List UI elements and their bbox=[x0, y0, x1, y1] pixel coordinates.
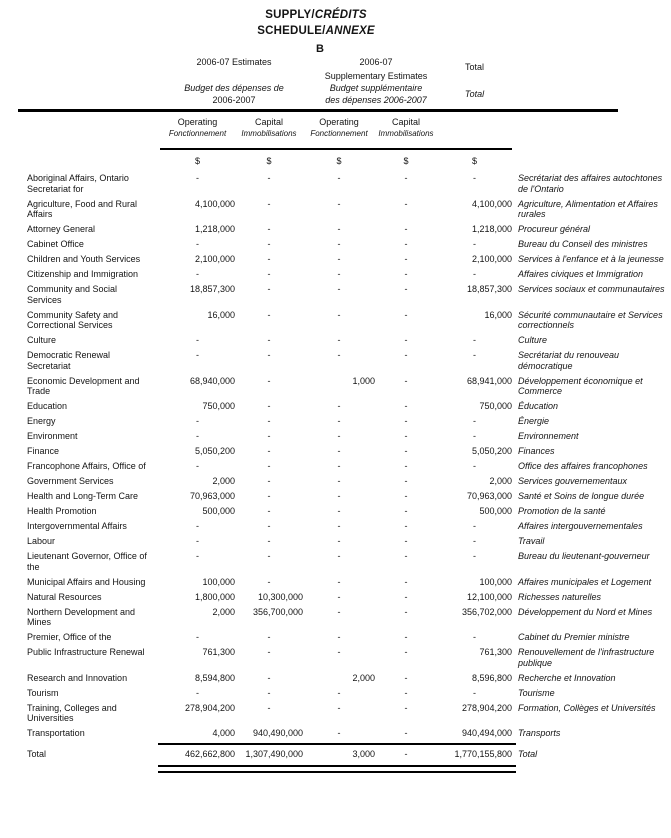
ministry-name-fr: Finances bbox=[518, 446, 555, 456]
supplementary-capital-value: - bbox=[404, 224, 408, 234]
estimates-operating-value: 100,000 bbox=[202, 576, 235, 587]
estimates-capital-value: 356,700,000 bbox=[252, 606, 303, 617]
subcolumn-label-fr: Immobilisations bbox=[378, 129, 434, 138]
supplementary-capital-value: - bbox=[404, 198, 408, 209]
supplementary-header-fr-1: Budget supplémentaire bbox=[329, 83, 423, 93]
estimates-capital-value: - bbox=[267, 506, 271, 516]
supplementary-operating-value: - bbox=[337, 476, 341, 486]
ministry-name-fr: Renouvellement de l'infrastructure publique bbox=[518, 647, 655, 668]
ministry-name-fr: Procureur général bbox=[518, 224, 591, 234]
total-value: 70,963,000 bbox=[466, 491, 512, 501]
estimates-capital-value: - bbox=[267, 632, 271, 642]
estimates-operating-value: 70,963,000 bbox=[189, 491, 235, 501]
ministry-name-en: Premier, Office of the bbox=[27, 632, 112, 642]
ministry-name-fr: Services à l'enfance et à la jeunesse bbox=[518, 254, 664, 264]
supplementary-operating-value: - bbox=[337, 647, 341, 657]
ministry-name-en: Intergovernmental Affairs bbox=[27, 521, 127, 531]
supplementary-capital-value: - bbox=[404, 521, 408, 531]
supplementary-operating-value: - bbox=[337, 198, 341, 209]
ministry-name-fr: Santé et Soins de longue durée bbox=[518, 491, 645, 501]
supplementary-capital-value: - bbox=[404, 416, 408, 426]
table-body bbox=[0, 171, 671, 741]
total-value: 16,000 bbox=[484, 309, 512, 320]
table-row bbox=[0, 534, 671, 549]
supplementary-capital-value: - bbox=[404, 728, 408, 738]
estimates-capital-value: - bbox=[267, 446, 271, 456]
total-value: 1,218,000 bbox=[471, 224, 512, 234]
supplementary-header-fr-2: des dépenses 2006-2007 bbox=[325, 95, 427, 105]
ministry-name-fr: Travail bbox=[518, 536, 545, 546]
estimates-operating-value: 8,594,800 bbox=[194, 672, 235, 683]
supplementary-operating-value: - bbox=[337, 728, 341, 738]
estimates-operating-value: 2,100,000 bbox=[194, 254, 235, 264]
subcolumn-label-en: Operating bbox=[177, 117, 218, 127]
supplementary-capital-value: - bbox=[404, 702, 408, 713]
table-row bbox=[0, 605, 671, 631]
estimates-header-fr-1: Budget des dépenses de bbox=[184, 83, 284, 93]
ministry-name-en: Research and Innovation bbox=[27, 672, 128, 683]
table-row bbox=[0, 333, 671, 348]
estimates-operating-value: 500,000 bbox=[202, 506, 235, 516]
table-row bbox=[0, 474, 671, 489]
table-row bbox=[0, 630, 671, 645]
currency-row bbox=[0, 156, 671, 166]
supplementary-capital-value: - bbox=[404, 749, 408, 759]
estimates-capital-value: - bbox=[267, 647, 271, 657]
table-row bbox=[0, 504, 671, 519]
total-value: 761,300 bbox=[479, 647, 512, 657]
total-row-container bbox=[0, 747, 671, 762]
ministry-name-fr: Développement économique et Commerce bbox=[518, 375, 643, 396]
table-row bbox=[0, 252, 671, 267]
ministry-name-fr: Bureau du Conseil des ministres bbox=[518, 239, 648, 249]
estimates-operating-value: 1,800,000 bbox=[194, 591, 235, 602]
estimates-operating-value: 1,218,000 bbox=[194, 224, 235, 234]
schedule-section-letter: B bbox=[316, 43, 324, 55]
total-value: 18,857,300 bbox=[466, 284, 512, 294]
estimates-capital-value: - bbox=[267, 335, 271, 345]
ministry-name-fr: Éducation bbox=[518, 401, 559, 411]
title-supply-en: SUPPLY/ bbox=[265, 9, 315, 21]
subcolumn-supplementary-capital bbox=[375, 116, 437, 139]
table-row bbox=[0, 414, 671, 429]
estimates-capital-value: - bbox=[267, 702, 271, 713]
supplementary-operating-value: - bbox=[337, 536, 341, 546]
ministry-name-fr: Environnement bbox=[518, 431, 579, 441]
table-row bbox=[0, 197, 671, 223]
total-value: - bbox=[473, 521, 476, 531]
table-row bbox=[0, 282, 671, 308]
document-title bbox=[0, 7, 632, 39]
estimates-capital-value: 940,490,000 bbox=[252, 728, 303, 738]
total-header-en: Total bbox=[464, 62, 484, 72]
supplementary-operating-value: - bbox=[337, 461, 341, 471]
estimates-capital-value: - bbox=[267, 224, 271, 234]
supplementary-capital-value: - bbox=[404, 309, 408, 320]
supplementary-capital-value: - bbox=[404, 687, 408, 698]
total-value: 12,100,000 bbox=[466, 591, 512, 602]
supplementary-operating-value: 2,000 bbox=[352, 672, 375, 683]
table-row bbox=[0, 701, 671, 727]
supplementary-capital-value: - bbox=[404, 551, 408, 561]
estimates-operating-value: 462,662,800 bbox=[184, 749, 235, 759]
estimates-capital-value: - bbox=[267, 173, 271, 183]
supplementary-operating-value: 1,000 bbox=[352, 375, 375, 386]
supplementary-operating-value: - bbox=[337, 309, 341, 320]
total-value: 4,100,000 bbox=[471, 198, 512, 209]
ministry-name-en: Lieutenant Governor, Office of the bbox=[27, 551, 147, 572]
total-value: - bbox=[473, 173, 476, 183]
supplementary-capital-value: - bbox=[404, 576, 408, 587]
title-schedule-en: SCHEDULE/ bbox=[257, 25, 326, 37]
ministry-name-fr: Services sociaux et communautaires bbox=[518, 284, 665, 294]
table-row bbox=[0, 459, 671, 474]
ministry-name-en: Public Infrastructure Renewal bbox=[27, 647, 145, 657]
total-value: 356,702,000 bbox=[461, 606, 512, 617]
ministry-name-en: Government Services bbox=[27, 476, 114, 486]
estimates-capital-value: - bbox=[267, 521, 271, 531]
estimates-capital-value: - bbox=[267, 576, 271, 587]
estimates-capital-value: 10,300,000 bbox=[257, 591, 303, 602]
supplementary-capital-value: - bbox=[404, 606, 408, 617]
subcolumn-label-fr: Fonctionnement bbox=[310, 129, 368, 138]
supplementary-operating-value: - bbox=[337, 254, 341, 264]
ministry-name-fr: Sécurité communautaire et Services correctionnels bbox=[518, 309, 663, 330]
ministry-name-en: Training, Colleges and Universities bbox=[27, 702, 117, 723]
estimates-operating-value: - bbox=[196, 536, 199, 546]
estimates-operating-value: - bbox=[196, 687, 199, 698]
supplementary-capital-value: - bbox=[404, 446, 408, 456]
ministry-name-fr: Affaires municipales et Logement bbox=[518, 576, 652, 587]
ministry-name-fr: Recherche et Innovation bbox=[518, 672, 616, 683]
estimates-operating-value: 5,050,200 bbox=[194, 446, 235, 456]
total-value: 2,000 bbox=[489, 476, 512, 486]
total-header-fr: Total bbox=[464, 89, 485, 99]
supplementary-operating-value: - bbox=[337, 416, 341, 426]
supplementary-operating-value: - bbox=[337, 491, 341, 501]
ministry-name-fr: Total bbox=[518, 749, 538, 759]
ministry-name-en: Environment bbox=[27, 431, 78, 441]
supplementary-capital-value: - bbox=[404, 632, 408, 642]
table-row bbox=[0, 519, 671, 534]
ministry-name-en: Culture bbox=[27, 335, 57, 345]
pre-total-rule bbox=[158, 743, 516, 745]
subcolumn-label-en: Operating bbox=[319, 117, 359, 127]
ministry-name-fr: Développement du Nord et Mines bbox=[518, 606, 653, 617]
supplementary-operating-value: - bbox=[337, 284, 341, 294]
estimates-operating-value: - bbox=[196, 173, 199, 183]
estimates-capital-value: - bbox=[267, 198, 271, 209]
estimates-capital-value: - bbox=[267, 284, 271, 294]
supplementary-operating-value: - bbox=[337, 446, 341, 456]
supplementary-capital-value: - bbox=[404, 350, 408, 360]
total-value: 8,596,800 bbox=[471, 672, 512, 683]
final-double-rule bbox=[158, 765, 516, 773]
supplementary-capital-value: - bbox=[404, 173, 408, 183]
estimates-operating-value: 2,000 bbox=[212, 606, 235, 617]
table-row bbox=[0, 308, 671, 334]
ministry-name-en: Health and Long-Term Care bbox=[27, 491, 139, 501]
estimates-operating-value: 68,940,000 bbox=[189, 375, 235, 386]
supplementary-operating-value: - bbox=[337, 335, 341, 345]
table-row bbox=[0, 645, 671, 671]
total-value: - bbox=[473, 632, 476, 642]
title-supply-fr: CRÉDITS bbox=[314, 9, 367, 21]
ministry-name-fr: Énergie bbox=[518, 416, 550, 426]
estimates-capital-value: - bbox=[267, 491, 271, 501]
supplementary-operating-value: 3,000 bbox=[352, 749, 375, 759]
estimates-operating-value: 4,100,000 bbox=[194, 198, 235, 209]
estimates-capital-value: - bbox=[267, 350, 271, 360]
table-row bbox=[0, 222, 671, 237]
estimates-operating-value: - bbox=[196, 350, 199, 360]
ministry-name-fr: Promotion de la santé bbox=[518, 506, 606, 516]
supplementary-operating-value: - bbox=[337, 269, 341, 279]
ministry-name-en: Citizenship and Immigration bbox=[27, 269, 139, 279]
total-value: - bbox=[473, 551, 476, 561]
total-value: 68,941,000 bbox=[466, 375, 512, 386]
ministry-name-fr: Office des affaires francophones bbox=[518, 461, 648, 471]
supplementary-capital-value: - bbox=[404, 335, 408, 345]
supplementary-capital-value: - bbox=[404, 476, 408, 486]
ministry-name-en: Democratic Renewal Secretariat bbox=[27, 350, 111, 371]
ministry-name-en: Children and Youth Services bbox=[27, 254, 141, 264]
title-line-supply bbox=[0, 7, 632, 23]
supplementary-capital-value: - bbox=[404, 506, 408, 516]
ministry-name-en: Community and Social Services bbox=[27, 284, 118, 305]
currency-symbol: $ bbox=[336, 156, 342, 166]
supplementary-capital-value: - bbox=[404, 239, 408, 249]
estimates-header-fr-2: 2006-2007 bbox=[212, 95, 256, 105]
total-value: 1,770,155,800 bbox=[454, 749, 512, 759]
supplementary-header-en-1: 2006-07 bbox=[359, 57, 393, 67]
supplementary-operating-value: - bbox=[337, 350, 341, 360]
supplementary-capital-value: - bbox=[404, 254, 408, 264]
table-row bbox=[0, 237, 671, 252]
estimates-operating-value: - bbox=[196, 335, 199, 345]
estimates-operating-value: 761,300 bbox=[202, 647, 235, 657]
estimates-capital-value: 1,307,490,000 bbox=[245, 749, 303, 759]
header-rule bbox=[18, 109, 618, 112]
total-value: 5,050,200 bbox=[471, 446, 512, 456]
ministry-name-en: Transportation bbox=[27, 728, 85, 738]
ministry-name-en: Health Promotion bbox=[27, 506, 97, 516]
table-row bbox=[0, 671, 671, 686]
total-value: 940,494,000 bbox=[461, 728, 512, 738]
supplementary-operating-value: - bbox=[337, 506, 341, 516]
ministry-name-fr: Cabinet du Premier ministre bbox=[518, 632, 630, 642]
total-value: - bbox=[473, 536, 476, 546]
ministry-name-en: Northern Development and Mines bbox=[27, 606, 136, 627]
supplementary-operating-value: - bbox=[337, 224, 341, 234]
total-value: 500,000 bbox=[479, 506, 512, 516]
estimates-capital-value: - bbox=[267, 687, 271, 698]
subcolumn-header-row bbox=[0, 116, 671, 139]
ministry-name-en: Energy bbox=[27, 416, 56, 426]
estimates-capital-value: - bbox=[267, 431, 271, 441]
estimates-operating-value: - bbox=[196, 239, 199, 249]
supplementary-capital-value: - bbox=[404, 269, 408, 279]
ministry-name-fr: Formation, Collèges et Universités bbox=[518, 702, 656, 713]
supplementary-capital-value: - bbox=[404, 461, 408, 471]
supplementary-operating-value: - bbox=[337, 687, 341, 698]
title-schedule-fr: ANNEXE bbox=[325, 25, 375, 37]
estimates-capital-value: - bbox=[267, 476, 271, 486]
subcolumn-estimates-operating bbox=[160, 116, 235, 139]
subcolumn-estimates-capital bbox=[235, 116, 303, 139]
subcolumn-supplementary-operating bbox=[303, 116, 375, 139]
estimates-operating-value: - bbox=[196, 521, 199, 531]
ministry-name-en: Tourism bbox=[27, 687, 59, 698]
total-value: - bbox=[473, 416, 476, 426]
estimates-operating-value: - bbox=[196, 632, 199, 642]
estimates-operating-value: 278,904,200 bbox=[184, 702, 235, 713]
supplementary-capital-value: - bbox=[404, 401, 408, 411]
ministry-name-en: Agriculture, Food and Rural Affairs bbox=[27, 198, 138, 219]
estimates-capital-value: - bbox=[267, 254, 271, 264]
supplementary-operating-value: - bbox=[337, 591, 341, 602]
table-row bbox=[0, 348, 671, 374]
supplementary-capital-value: - bbox=[404, 591, 408, 602]
ministry-name-en: Attorney General bbox=[27, 224, 96, 234]
ministry-name-fr: Affaires intergouvernementales bbox=[518, 521, 643, 531]
table-row bbox=[0, 489, 671, 504]
table-row bbox=[0, 590, 671, 605]
estimates-operating-value: 750,000 bbox=[202, 401, 235, 411]
subcolumn-label-fr: Fonctionnement bbox=[168, 129, 227, 138]
ministry-name-fr: Agriculture, Alimentation et Affaires rurales bbox=[518, 198, 658, 219]
supplementary-operating-value: - bbox=[337, 173, 341, 183]
estimates-capital-value: - bbox=[267, 309, 271, 320]
ministry-name-en: Aboriginal Affairs, Ontario Secretariat for bbox=[27, 173, 129, 194]
total-value: 750,000 bbox=[479, 401, 512, 411]
estimates-capital-value: - bbox=[267, 416, 271, 426]
total-value: - bbox=[473, 335, 476, 345]
supplementary-capital-value: - bbox=[404, 647, 408, 657]
table-row bbox=[0, 429, 671, 444]
ministry-name-en: Community Safety and Correctional Services bbox=[27, 309, 119, 330]
estimates-operating-value: 2,000 bbox=[212, 476, 235, 486]
supplementary-operating-value: - bbox=[337, 431, 341, 441]
total-value: - bbox=[473, 687, 476, 698]
supplementary-operating-value: - bbox=[337, 401, 341, 411]
total-value: - bbox=[473, 239, 476, 249]
estimates-operating-value: - bbox=[196, 269, 199, 279]
estimates-capital-value: - bbox=[267, 375, 271, 386]
supplementary-capital-value: - bbox=[404, 672, 408, 683]
estimates-header-en: 2006-07 Estimates bbox=[196, 57, 272, 67]
total-row bbox=[0, 747, 671, 762]
estimates-operating-value: - bbox=[196, 461, 199, 471]
ministry-name-en: Natural Resources bbox=[27, 591, 102, 602]
ministry-name-en: Economic Development and Trade bbox=[27, 375, 140, 396]
ministry-name-en: Education bbox=[27, 401, 68, 411]
ministry-name-fr: Services gouvernementaux bbox=[518, 476, 628, 486]
estimates-capital-value: - bbox=[267, 672, 271, 683]
total-value: 2,100,000 bbox=[471, 254, 512, 264]
ministry-name-en: Finance bbox=[27, 446, 60, 456]
supplementary-capital-value: - bbox=[404, 375, 408, 386]
ministry-name-fr: Bureau du lieutenant-gouverneur bbox=[518, 551, 650, 561]
supplementary-header-en-2: Supplementary Estimates bbox=[324, 71, 428, 81]
supplementary-operating-value: - bbox=[337, 606, 341, 617]
supplementary-operating-value: - bbox=[337, 239, 341, 249]
currency-symbol: $ bbox=[194, 156, 200, 166]
estimates-capital-value: - bbox=[267, 461, 271, 471]
table-row bbox=[0, 171, 671, 197]
total-value: - bbox=[473, 431, 476, 441]
estimates-operating-value: 4,000 bbox=[212, 728, 235, 738]
estimates-capital-value: - bbox=[267, 401, 271, 411]
ministry-name-en: Francophone Affairs, Office of bbox=[27, 461, 146, 471]
supplementary-capital-value: - bbox=[404, 491, 408, 501]
estimates-operating-value: 18,857,300 bbox=[189, 284, 235, 294]
supplementary-operating-value: - bbox=[337, 576, 341, 587]
total-value: 100,000 bbox=[479, 576, 512, 587]
currency-symbol: $ bbox=[266, 156, 272, 166]
table-row bbox=[0, 399, 671, 414]
table-row bbox=[0, 575, 671, 590]
estimates-capital-value: - bbox=[267, 536, 271, 546]
estimates-operating-value: - bbox=[196, 551, 199, 561]
total-value: - bbox=[473, 269, 476, 279]
estimates-capital-value: - bbox=[267, 269, 271, 279]
supplementary-operating-value: - bbox=[337, 551, 341, 561]
estimates-operating-value: - bbox=[196, 416, 199, 426]
ministry-name-fr: Secrétariat des affaires autochtones de l'Ontario bbox=[518, 173, 663, 194]
supplementary-capital-value: - bbox=[404, 431, 408, 441]
table-row bbox=[0, 726, 671, 741]
estimates-operating-value: 16,000 bbox=[207, 309, 235, 320]
ministry-table bbox=[0, 171, 671, 773]
supplementary-operating-value: - bbox=[337, 702, 341, 713]
ministry-name-fr: Culture bbox=[518, 335, 548, 345]
table-row bbox=[0, 549, 671, 575]
ministry-name-fr: Transports bbox=[518, 728, 561, 738]
ministry-name-fr: Secrétariat du renouveau démocratique bbox=[518, 350, 620, 371]
supplementary-operating-value: - bbox=[337, 521, 341, 531]
ministry-name-en: Total bbox=[27, 749, 47, 759]
currency-symbol: $ bbox=[471, 156, 477, 166]
total-value: 278,904,200 bbox=[461, 702, 512, 713]
ministry-name-en: Cabinet Office bbox=[27, 239, 84, 249]
table-row bbox=[0, 267, 671, 282]
title-line-schedule bbox=[0, 23, 632, 39]
supplementary-capital-value: - bbox=[404, 536, 408, 546]
table-row bbox=[0, 686, 671, 701]
ministry-name-fr: Richesses naturelles bbox=[518, 591, 602, 602]
subcolumn-label-en: Capital bbox=[254, 117, 283, 127]
ministry-name-fr: Affaires civiques et Immigration bbox=[518, 269, 644, 279]
subcolumn-label-en: Capital bbox=[391, 117, 420, 127]
total-value: - bbox=[473, 461, 476, 471]
subcolumn-rule bbox=[160, 148, 512, 150]
table-row bbox=[0, 374, 671, 400]
estimates-operating-value: - bbox=[196, 431, 199, 441]
ministry-name-en: Municipal Affairs and Housing bbox=[27, 576, 146, 587]
estimates-capital-value: - bbox=[267, 239, 271, 249]
table-row bbox=[0, 444, 671, 459]
currency-symbol: $ bbox=[403, 156, 409, 166]
supplementary-operating-value: - bbox=[337, 632, 341, 642]
ministry-name-en: Labour bbox=[27, 536, 56, 546]
supplementary-capital-value: - bbox=[404, 284, 408, 294]
subcolumn-label-fr: Immobilisations bbox=[241, 129, 297, 138]
total-value: - bbox=[473, 350, 476, 360]
estimates-capital-value: - bbox=[267, 551, 271, 561]
ministry-name-fr: Tourisme bbox=[518, 687, 555, 698]
